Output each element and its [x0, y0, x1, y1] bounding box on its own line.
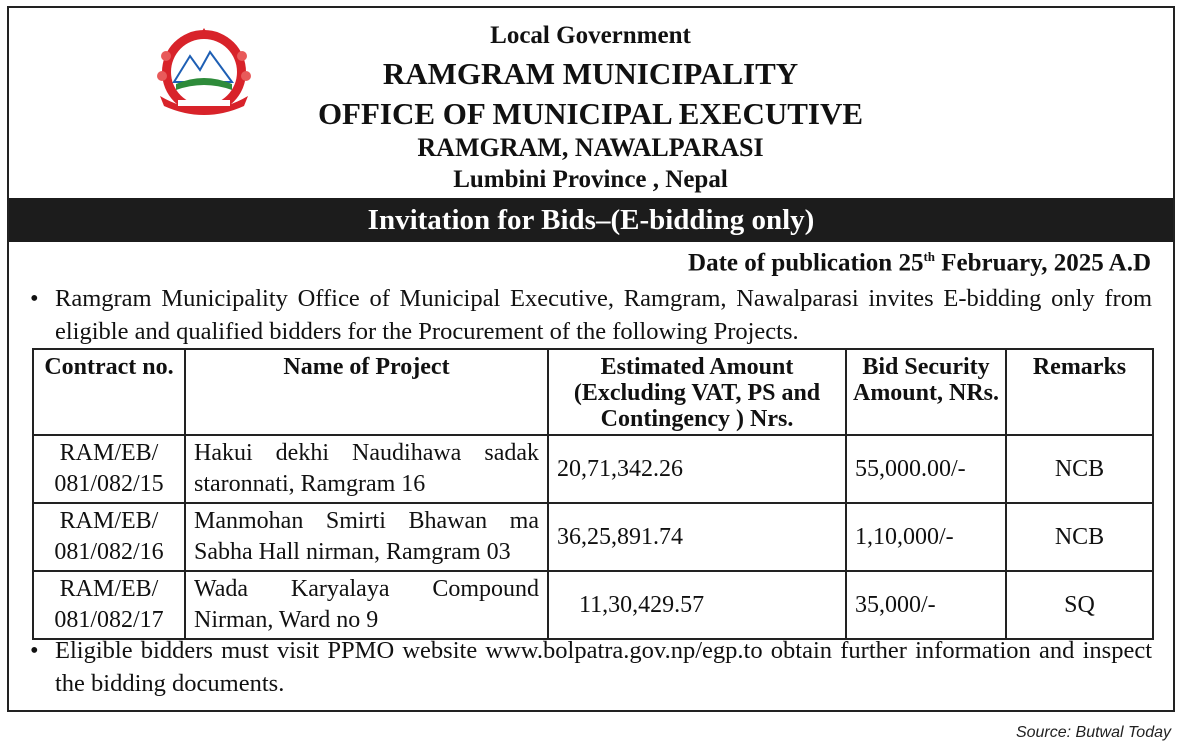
- intro-paragraph: [30, 282, 1152, 348]
- table-row: [33, 503, 1153, 571]
- contract-no-cell: [33, 435, 185, 503]
- estimated-amount-cell: 11,30,429.57: [548, 571, 846, 639]
- header-bid-security: Bid Security Amount, NRs.: [846, 349, 1006, 435]
- project-name-line: Nirman, Ward no 9: [194, 607, 379, 633]
- footer-bullet: •: [30, 637, 39, 664]
- project-name-line: Hakui dekhi Naudihawa sadak: [194, 440, 539, 466]
- header-contract-no: Contract no.: [33, 349, 185, 435]
- table-row: [33, 571, 1153, 639]
- project-name-line: Wada Karyalaya Compound: [194, 576, 539, 602]
- contract-no-line: RAM/EB/: [59, 576, 159, 602]
- remarks-cell: NCB: [1006, 503, 1153, 571]
- bids-table: [32, 348, 1154, 640]
- contract-no-line: RAM/EB/: [59, 440, 159, 466]
- publication-date-prefix: Date of publication 25: [688, 249, 924, 277]
- bid-security-cell: 35,000/-: [846, 571, 1006, 639]
- project-name-cell: [185, 435, 548, 503]
- contract-no-line: 081/082/16: [54, 539, 164, 565]
- contract-no-line: 081/082/15: [54, 471, 164, 497]
- intro-text: Ramgram Municipality Office of Municipal Executive, Ramgram, Nawalparasi invites E-bidding only from eligible and qualified bidders for the Procurement of the following Projects.: [55, 285, 1152, 345]
- table-header-row: [33, 349, 1153, 435]
- project-name-cell: [185, 503, 548, 571]
- project-name-line: Manmohan Smirti Bhawan ma: [194, 508, 539, 534]
- bid-security-cell: 1,10,000/-: [846, 503, 1006, 571]
- publication-date-sup: th: [923, 249, 936, 264]
- contract-no-line: RAM/EB/: [59, 508, 159, 534]
- table-row: [33, 435, 1153, 503]
- header-remarks: Remarks: [1006, 349, 1153, 435]
- project-name-cell: [185, 571, 548, 639]
- header-location: RAMGRAM, NAWALPARASI: [417, 133, 764, 162]
- bid-security-cell: 55,000.00/-: [846, 435, 1006, 503]
- remarks-cell: NCB: [1006, 435, 1153, 503]
- publication-date-suffix: February, 2025 A.D: [935, 249, 1151, 277]
- project-name-line: staronnati, Ramgram 16: [194, 471, 426, 497]
- estimated-amount-cell: 36,25,891.74: [548, 503, 846, 571]
- remarks-cell: SQ: [1006, 571, 1153, 639]
- project-name-line: Sabha Hall nirman, Ramgram 03: [194, 539, 511, 565]
- header-office: OFFICE OF MUNICIPAL EXECUTIVE: [317, 96, 864, 131]
- header-municipality: RAMGRAM MUNICIPALITY: [382, 56, 799, 91]
- contract-no-line: 081/082/17: [54, 607, 164, 633]
- invitation-banner: Invitation for Bids–(E-bidding only): [9, 198, 1173, 242]
- header-province: Lumbini Province , Nepal: [453, 166, 728, 193]
- header-local-government: Local Government: [490, 22, 691, 49]
- header-estimated-amount: Estimated Amount (Excluding VAT, PS and Contingency ) Nrs.: [548, 349, 846, 435]
- footer-paragraph: [30, 634, 1152, 700]
- estimated-amount-cell: 20,71,342.26: [548, 435, 846, 503]
- contract-no-cell: [33, 503, 185, 571]
- footer-text: Eligible bidders must visit PPMO website www.bolpatra.gov.np/egp.to obtain further information and inspect the bidding documents.: [55, 637, 1152, 697]
- intro-bullet: •: [30, 285, 39, 312]
- source-credit: Source: Butwal Today: [1015, 724, 1171, 741]
- header-project-name: Name of Project: [185, 349, 548, 435]
- publication-date: [688, 249, 1151, 277]
- contract-no-cell: [33, 571, 185, 639]
